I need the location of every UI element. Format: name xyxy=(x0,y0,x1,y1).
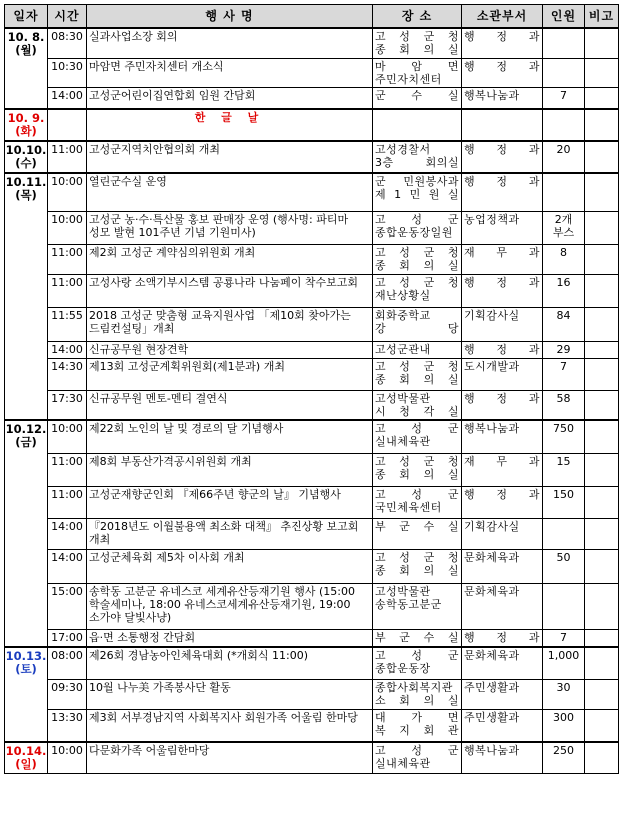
date-text: 10. 8. xyxy=(7,30,45,44)
time-cell: 11:00 xyxy=(48,274,87,307)
people-cell: 20 xyxy=(543,141,585,173)
dept-cell: 행 정 과 xyxy=(462,58,543,87)
weekday-text: (금) xyxy=(15,435,37,449)
dept-cell: 문화체육과 xyxy=(462,549,543,583)
weekday-text: (목) xyxy=(15,188,37,202)
people-cell: 16 xyxy=(543,274,585,307)
event-title: 고성군재향군인회 『제66주년 향군의 날』 기념행사 xyxy=(87,486,373,518)
people-cell: 250 xyxy=(543,742,585,774)
place-line: 고 성 군 청 xyxy=(375,550,459,564)
dept-cell: 행 정 과 xyxy=(462,486,543,518)
people-cell xyxy=(543,58,585,87)
event-title: 제8회 부동산가격공시위원회 개최 xyxy=(87,453,373,486)
place-line: 고 성 군 xyxy=(375,487,459,501)
people-cell: 84 xyxy=(543,307,585,341)
place-cell xyxy=(373,742,462,774)
place-line: 부 군 수 실 xyxy=(375,519,459,533)
event-title: 『2018년도 이월불용액 최소화 대책』 추진상황 보고회 개최 xyxy=(87,518,373,549)
dept-cell: 행 정 과 xyxy=(462,28,543,58)
header-dept: 소관부서 xyxy=(462,5,543,29)
date-cell xyxy=(5,647,48,742)
event-title: 읍·면 소통행정 간담회 xyxy=(87,629,373,647)
place-cell xyxy=(373,274,462,307)
people-cell: 29 xyxy=(543,341,585,358)
date-text: 10.13. xyxy=(5,649,47,663)
place-cell xyxy=(373,390,462,420)
date-cell xyxy=(5,173,48,420)
table-row xyxy=(5,549,619,583)
time-cell: 11:00 xyxy=(48,453,87,486)
note-cell xyxy=(585,486,619,518)
table-row xyxy=(5,274,619,307)
time-cell: 17:00 xyxy=(48,629,87,647)
header-time: 시간 xyxy=(48,5,87,29)
table-row xyxy=(5,244,619,274)
dept-cell: 행 정 과 xyxy=(462,390,543,420)
event-title: 제2회 고성군 계약심의위원회 개최 xyxy=(87,244,373,274)
event-title: 고성군지역치안협의회 개최 xyxy=(87,141,373,173)
place-line: 제 1 민 원 실 xyxy=(375,188,459,201)
weekday-text: (수) xyxy=(15,156,37,170)
people-cell: 150 xyxy=(543,486,585,518)
empty-cell xyxy=(373,109,462,141)
place-cell xyxy=(373,141,462,173)
dept-cell: 농업정책과 xyxy=(462,211,543,244)
weekday-text: (토) xyxy=(15,662,37,676)
note-cell xyxy=(585,211,619,244)
place-line: 대 가 면 xyxy=(375,710,459,724)
place-line: 종 회 의 실 xyxy=(375,563,459,577)
table-row xyxy=(5,420,619,453)
event-title: 송학동 고분군 유네스코 세계유산등재기원 행사 (15:00 학술세미나, 18:00 유네스코세계유산등재기원, 19:00 소가야 달빛사냥) xyxy=(87,583,373,629)
event-title: 실과사업소장 회의 xyxy=(87,28,373,58)
place-cell xyxy=(373,647,462,679)
place-cell xyxy=(373,629,462,647)
header-people: 인원 xyxy=(543,5,585,29)
note-cell xyxy=(585,28,619,58)
place-cell xyxy=(373,486,462,518)
place-line: 국민체육센터 xyxy=(375,500,442,514)
table-row xyxy=(5,390,619,420)
time-cell: 08:30 xyxy=(48,28,87,58)
dept-cell: 행 정 과 xyxy=(462,629,543,647)
table-row xyxy=(5,679,619,709)
table-row xyxy=(5,647,619,679)
date-text: 10. 9. xyxy=(7,111,45,125)
dept-cell: 문화체육과 xyxy=(462,647,543,679)
table-row xyxy=(5,629,619,647)
note-cell xyxy=(585,390,619,420)
place-line: 부 군 수 실 xyxy=(375,630,459,644)
dept-cell: 행복나눔과 xyxy=(462,87,543,109)
people-cell xyxy=(543,28,585,58)
place-line: 고성군관내 xyxy=(375,342,431,356)
people-cell: 58 xyxy=(543,390,585,420)
date-cell xyxy=(5,28,48,109)
time-cell: 11:00 xyxy=(48,141,87,173)
place-cell xyxy=(373,58,462,87)
event-title: 신규공무원 멘토-멘티 결연식 xyxy=(87,390,373,420)
time-cell: 11:00 xyxy=(48,244,87,274)
dept-cell: 기획감사실 xyxy=(462,307,543,341)
note-cell xyxy=(585,58,619,87)
place-cell xyxy=(373,420,462,453)
place-line: 실내체육관 xyxy=(375,757,431,770)
place-line: 재난상황실 xyxy=(375,288,431,302)
note-cell xyxy=(585,453,619,486)
place-cell xyxy=(373,28,462,58)
place-cell xyxy=(373,87,462,109)
table-row xyxy=(5,109,619,141)
time-cell: 15:00 xyxy=(48,583,87,629)
event-title: 열린군수실 운영 xyxy=(87,173,373,211)
people-cell: 30 xyxy=(543,679,585,709)
time-cell: 14:30 xyxy=(48,358,87,390)
time-cell: 08:00 xyxy=(48,647,87,679)
time-cell: 11:55 xyxy=(48,307,87,341)
people-cell: 2개 부스 xyxy=(543,211,585,244)
place-line: 소 회 의 실 xyxy=(375,693,459,707)
place-line: 고성박물관 xyxy=(375,584,431,598)
date-text: 10.10. xyxy=(5,143,47,157)
people-cell: 300 xyxy=(543,709,585,742)
dept-cell: 기획감사실 xyxy=(462,518,543,549)
note-cell xyxy=(585,420,619,453)
place-line: 종 회 의 실 xyxy=(375,467,459,481)
header-row xyxy=(5,5,619,29)
note-cell xyxy=(585,307,619,341)
place-cell xyxy=(373,358,462,390)
table-row xyxy=(5,141,619,173)
note-cell xyxy=(585,549,619,583)
date-cell xyxy=(5,141,48,173)
place-line: 종합사회복지관 xyxy=(375,680,453,694)
event-title: 고성군체육회 제5차 이사회 개최 xyxy=(87,549,373,583)
place-line: 군 민원봉사과 xyxy=(375,175,459,188)
event-title: 마암면 주민자치센터 개소식 xyxy=(87,58,373,87)
table-row xyxy=(5,173,619,211)
place-cell xyxy=(373,341,462,358)
time-cell: 10:30 xyxy=(48,58,87,87)
time-cell: 10:00 xyxy=(48,173,87,211)
note-cell xyxy=(585,274,619,307)
people-cell: 15 xyxy=(543,453,585,486)
place-line: 고 성 군 xyxy=(375,422,459,435)
table-row xyxy=(5,453,619,486)
note-cell xyxy=(585,141,619,173)
people-cell: 50 xyxy=(543,549,585,583)
date-cell xyxy=(5,420,48,647)
header-event: 행 사 명 xyxy=(87,5,373,29)
table-row xyxy=(5,58,619,87)
place-line: 고 성 군 xyxy=(375,649,459,662)
time-cell: 10:00 xyxy=(48,420,87,453)
event-title: 고성군 농·수·특산물 홍보 판매장 운영 (행사명: 파티마 성모 발현 101주년 기념 기원미사) xyxy=(87,211,373,244)
place-line: 고 성 군 청 xyxy=(375,359,459,373)
table-row xyxy=(5,518,619,549)
table-row xyxy=(5,358,619,390)
weekday-text: (화) xyxy=(15,124,37,138)
dept-cell: 재 무 과 xyxy=(462,453,543,486)
date-text: 10.11. xyxy=(5,175,47,189)
place-cell xyxy=(373,709,462,742)
people-cell: 750 xyxy=(543,420,585,453)
dept-cell: 행 정 과 xyxy=(462,141,543,173)
place-line: 고 성 군 xyxy=(375,744,459,757)
place-line: 송학동고분군 xyxy=(375,597,442,611)
place-cell xyxy=(373,518,462,549)
table-row xyxy=(5,307,619,341)
note-cell xyxy=(585,679,619,709)
table-row xyxy=(5,28,619,58)
schedule-body xyxy=(5,28,619,774)
place-line: 종 회 의 실 xyxy=(375,43,459,56)
place-line: 종 회 의 실 xyxy=(375,372,459,386)
place-line: 실내체육관 xyxy=(375,435,431,448)
date-text: 10.14. xyxy=(5,744,47,758)
event-title: 제22회 노인의 날 및 경로의 달 기념행사 xyxy=(87,420,373,453)
dept-cell: 문화체육과 xyxy=(462,583,543,629)
place-line: 복 지 회 관 xyxy=(375,723,459,737)
table-row xyxy=(5,211,619,244)
date-cell xyxy=(5,109,48,141)
place-line: 고 성 군 청 xyxy=(375,454,459,468)
header-place: 장 소 xyxy=(373,5,462,29)
place-line: 고 성 군 청 xyxy=(375,30,459,43)
place-line: 종합운동장일원 xyxy=(375,225,453,239)
header-date: 일자 xyxy=(5,5,48,29)
place-cell xyxy=(373,307,462,341)
time-cell: 14:00 xyxy=(48,341,87,358)
note-cell xyxy=(585,87,619,109)
people-cell: 7 xyxy=(543,629,585,647)
event-title: 2018 고성군 맞춤형 교육지원사업 「제10회 찾아가는 드림컨설팅」개최 xyxy=(87,307,373,341)
holiday-label: 한 글 날 xyxy=(87,109,373,141)
dept-cell: 재 무 과 xyxy=(462,244,543,274)
time-cell: 13:30 xyxy=(48,709,87,742)
schedule-document xyxy=(4,4,619,774)
time-cell: 10:00 xyxy=(48,211,87,244)
note-cell xyxy=(585,583,619,629)
note-cell xyxy=(585,709,619,742)
event-title: 다문화가족 어울림한마당 xyxy=(87,742,373,774)
place-cell xyxy=(373,453,462,486)
place-line: 고 성 군 청 xyxy=(375,245,459,259)
place-line: 고 성 군 xyxy=(375,212,459,226)
place-line: 종 회 의 실 xyxy=(375,258,459,272)
event-title: 제13회 고성군계획위원회(제1분과) 개최 xyxy=(87,358,373,390)
event-title: 고성군어린이집연합회 임원 간담회 xyxy=(87,87,373,109)
place-line: 고성경찰서 xyxy=(375,143,431,156)
dept-cell: 행 정 과 xyxy=(462,341,543,358)
place-cell xyxy=(373,583,462,629)
dept-cell: 행복나눔과 xyxy=(462,742,543,774)
time-cell: 11:00 xyxy=(48,486,87,518)
place-line: 마 암 면 xyxy=(375,59,459,73)
people-cell: 7 xyxy=(543,87,585,109)
dept-cell: 도시개발과 xyxy=(462,358,543,390)
header-note: 비고 xyxy=(585,5,619,29)
dept-cell: 행복나눔과 xyxy=(462,420,543,453)
time-cell: 14:00 xyxy=(48,518,87,549)
note-cell xyxy=(585,358,619,390)
date-text: 10.12. xyxy=(5,422,47,436)
place-line: 강 당 xyxy=(375,321,459,335)
place-line: 시 청 각 실 xyxy=(375,404,459,418)
event-title: 제3회 서부경남지역 사회복지사 회원가족 어울림 한마당 xyxy=(87,709,373,742)
time-cell: 17:30 xyxy=(48,390,87,420)
note-cell xyxy=(585,173,619,211)
table-row xyxy=(5,87,619,109)
note-cell xyxy=(585,647,619,679)
people-cell: 1,000 xyxy=(543,647,585,679)
place-cell xyxy=(373,679,462,709)
note-cell xyxy=(585,341,619,358)
people-cell xyxy=(543,173,585,211)
time-cell: 14:00 xyxy=(48,549,87,583)
dept-cell: 행 정 과 xyxy=(462,274,543,307)
place-line: 군 수 실 xyxy=(375,88,459,102)
weekday-text: (일) xyxy=(15,757,37,771)
event-title: 제26회 경남농아인체육대회 (*개회식 11:00) xyxy=(87,647,373,679)
table-row xyxy=(5,709,619,742)
schedule-table xyxy=(4,4,619,774)
place-line: 고 성 군 청 xyxy=(375,275,459,289)
empty-cell xyxy=(543,109,585,141)
event-title: 신규공무원 현장견학 xyxy=(87,341,373,358)
place-line: 고성박물관 xyxy=(375,391,431,405)
time-cell: 09:30 xyxy=(48,679,87,709)
people-cell: 8 xyxy=(543,244,585,274)
dept-cell: 행 정 과 xyxy=(462,173,543,211)
people-cell xyxy=(543,583,585,629)
time-cell xyxy=(48,109,87,141)
note-cell xyxy=(585,629,619,647)
table-row xyxy=(5,486,619,518)
place-line: 3층 회의실 xyxy=(375,156,459,169)
people-cell xyxy=(543,518,585,549)
place-cell xyxy=(373,244,462,274)
weekday-text: (월) xyxy=(15,43,37,57)
place-cell xyxy=(373,173,462,211)
dept-cell: 주민생활과 xyxy=(462,709,543,742)
place-line: 회화중학교 xyxy=(375,308,431,322)
place-line: 주민자치센터 xyxy=(375,72,442,86)
time-cell: 10:00 xyxy=(48,742,87,774)
empty-cell xyxy=(462,109,543,141)
event-title: 10월 나누美 가족봉사단 활동 xyxy=(87,679,373,709)
date-cell xyxy=(5,742,48,774)
event-title: 고성사랑 소액기부시스템 공룡나라 나눔페이 착수보고회 xyxy=(87,274,373,307)
note-cell xyxy=(585,518,619,549)
table-row xyxy=(5,341,619,358)
time-cell: 14:00 xyxy=(48,87,87,109)
table-row xyxy=(5,742,619,774)
note-cell xyxy=(585,742,619,774)
place-cell xyxy=(373,549,462,583)
empty-cell xyxy=(585,109,619,141)
table-row xyxy=(5,583,619,629)
note-cell xyxy=(585,244,619,274)
place-cell xyxy=(373,211,462,244)
place-line: 종합운동장 xyxy=(375,662,431,675)
people-cell: 7 xyxy=(543,358,585,390)
dept-cell: 주민생활과 xyxy=(462,679,543,709)
